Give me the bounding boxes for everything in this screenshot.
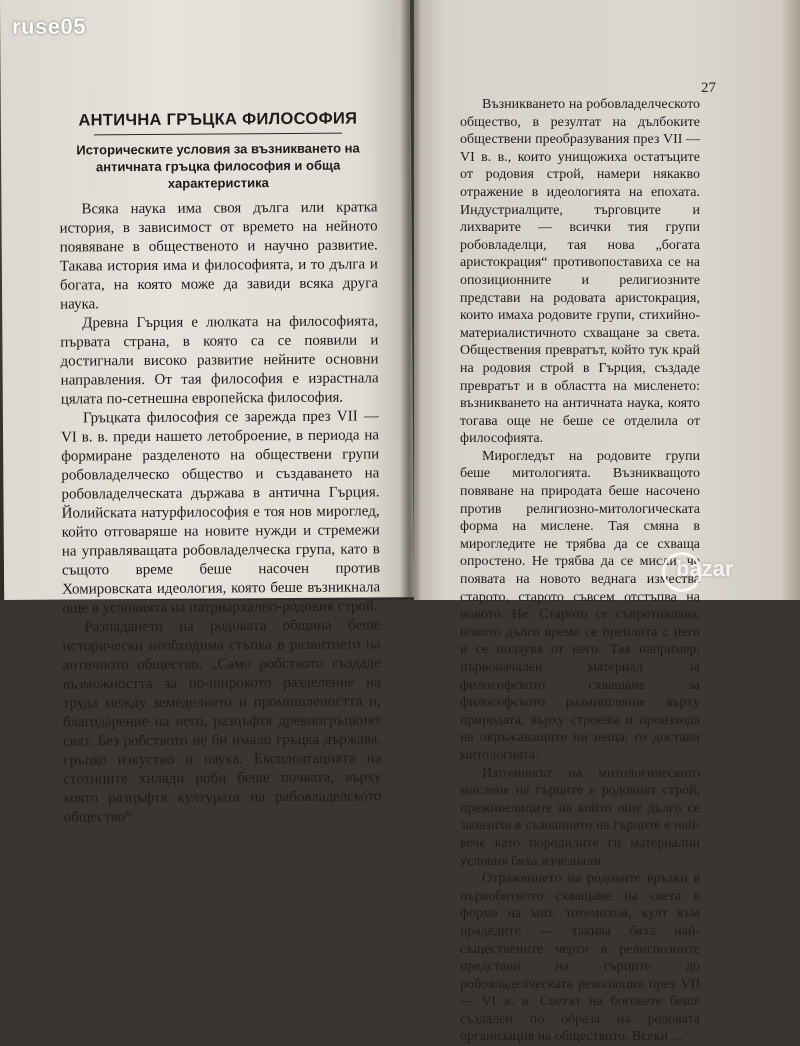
right-paragraph-3: Източникът на митологическото мислене на гърците е родовият строй, преживелиците на който още дълго се запазиха в съзнанието на гърците е най-вече като породилите ги материални условия бяха изчезнали. [460, 765, 700, 869]
left-paragraph-4: Разпадането на родовата община беше исторически необходима стъпка в развитието на античното общество. „Само робството създаде възможността за по-широкото разделение на труда между земеделието и промишлеността и, благодарение на него, разцъфтя древногръцкият свят. Без робството не би имало гръцка държава, гръцко изкуство и наука. Експлоатацията на стотиците хиляди роби беше почвата, върху която разцъфтя културата на рабовладелското общество“. [62, 617, 382, 826]
page-edge-shadow [780, 0, 800, 600]
right-paragraph-4: Отражението на родовите връзки в първобитното схващане на света в форма на мит, тотемизъм, култ към прадедите — такива бяха най-съществените черти в религиозните представи на гърците до робовладелческата революция през VII — VI в. в. Светът на боговете беше създаден по образа на родовата организация на обществото. Всеки ... [460, 871, 700, 1045]
chapter-title: АНТИЧНА ГРЪЦКА ФИЛОСОФИЯ [78, 109, 358, 130]
right-paragraph-2: Мирогледът на родовите групи беше митологията. Възникващото повяване на природата беше насочено против религиозно-митологическата форма на мислене. Тая смяна в мирогледите не трябва да се схваща опростено. Не трябва да се мисли, че появата на новото веднага измества старото, старото съвсем отстъпва на новото. Не. Старото се съпротивлява, новото дълго време се преплита с него и се ползува от него. Тая например, първоначален материал за философското схващане за философското размишление върху природата, върху строежа и произхода на окръжаващите ни неща, го достави митологията. [460, 448, 700, 763]
left-paragraph-3: Гръцката философия се зарежда през VII — VI в. в. преди нашето летоброение, в периода на формиране разделеното на обществени групи робовладелческо общество и създаването на робовладелческата държава в антична Гърция. Йолийската натурфилософия е тоя нов мироглед, който отговаряше на новите нужди и стремежи на управляващата робовладелческа група, като в същото време беше насочен против Хомировската идеология, която беше възникнала още в условията на патриархално-родовия строй. [61, 408, 381, 617]
right-paragraph-1: Възникването на робовладелческото общество, в резултат на дълбоките обществени преобразувания през VII — VI в. в., които унищожиха остатъците от родовия строй, намери някакво отражение в идеологията на епохата. Индустриалците, търговците и лихварите — всички тия групи робовладелци, тая нова „богата аристокрация“ противопоставиха се на опозиционните и религиозните представи на родовата аристокрация, които имаха родовите групи, стихийно-материалистичното схващане за света. Обществения превратът, който тук край на родовия строй в Гърция, създаде превратът и в областта на мисленето: възникването на античната наука, която тогава още не беше се отделила от философията. [460, 97, 700, 447]
title-rule [94, 133, 342, 136]
bazar-logo [676, 548, 794, 594]
chapter-subtitle: Историческите условия за възникването на античната гръцка философия и обща характеристика [76, 140, 360, 191]
logo-text: bazar [676, 556, 734, 581]
book-gutter-shadow [400, 0, 420, 600]
left-paragraph-2: Древна Гърция е люлката на философията, първата страна, в която са се появили и достигнали високо развитие нейните основни направления. От тая философия е израстнала цялата по-сетнешна европейска философия. [60, 313, 379, 408]
left-page [0, 0, 414, 826]
left-paragraph-1: Всяка наука има своя дълга или кратка история, в зависимост от времето на нейното появяване в общественото и научно развитие. Такава история има и философията, и то дълга и богата, на която може да завиди всяка друга наука. [59, 199, 379, 313]
watermark-text: ruse05 [12, 14, 86, 39]
page-number: 27 [701, 80, 716, 96]
left-page-text [59, 109, 382, 827]
